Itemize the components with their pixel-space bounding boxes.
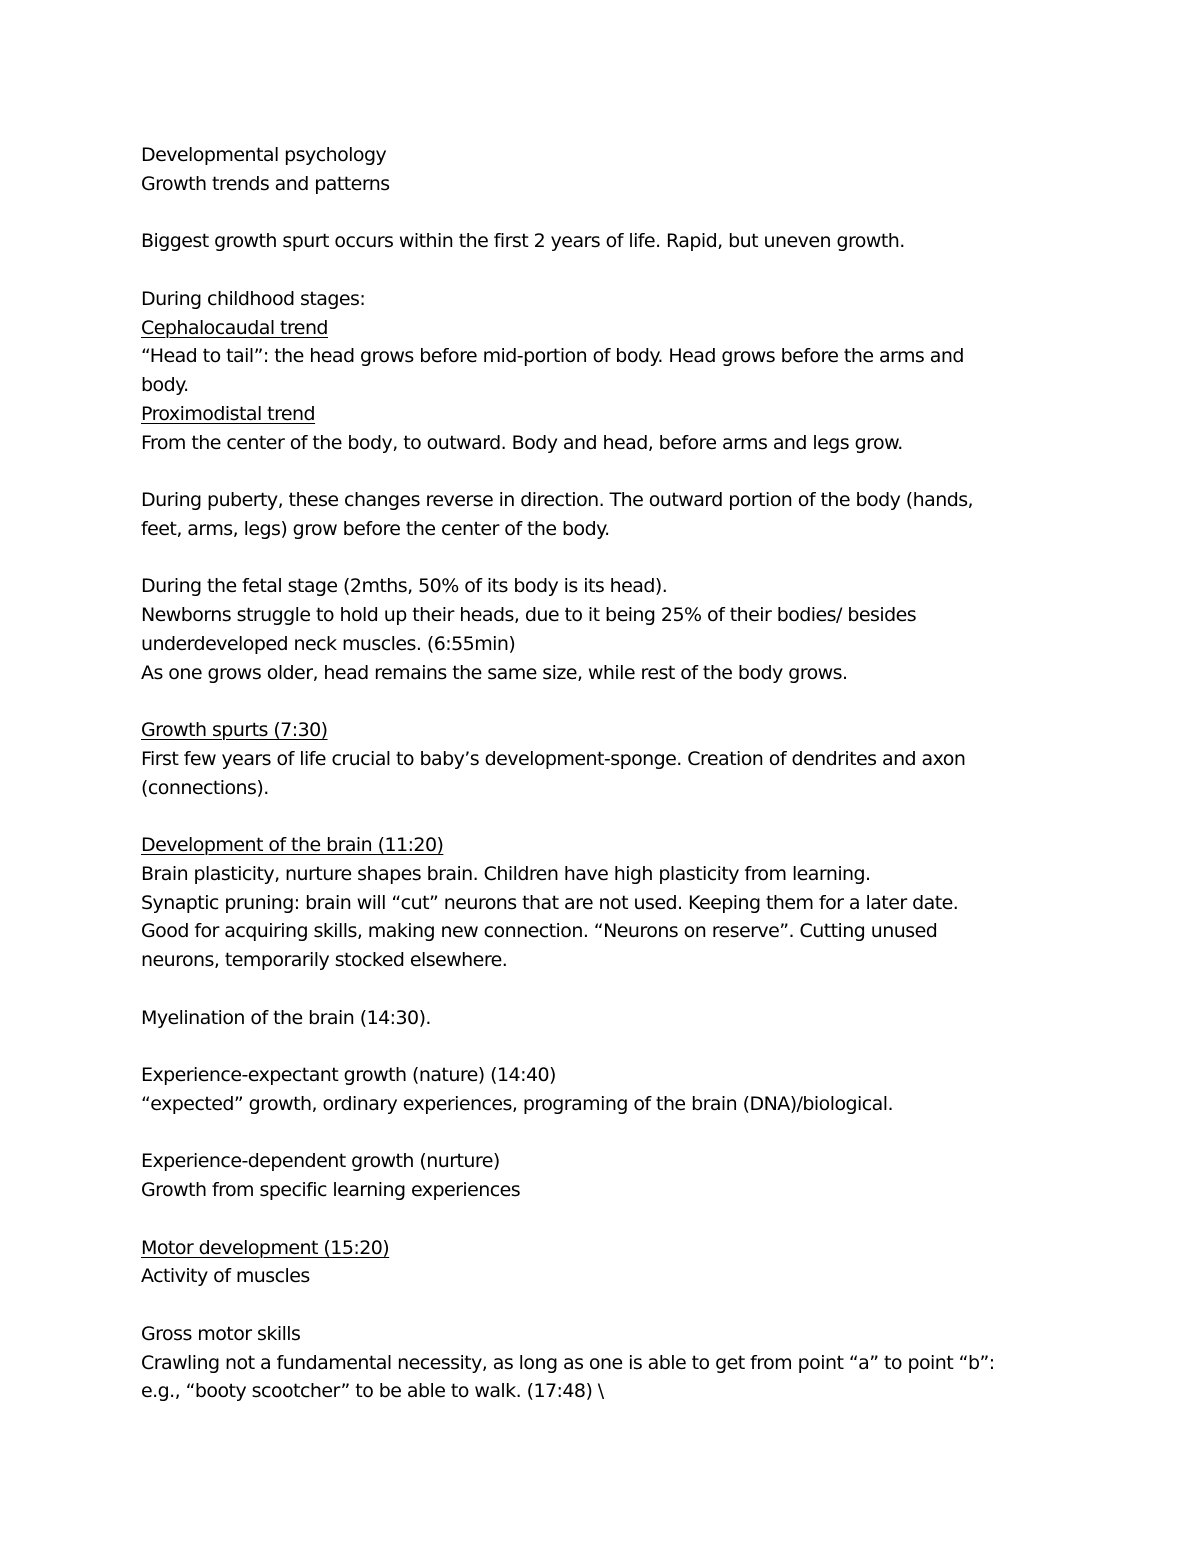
fetal-text-2: Newborns struggle to hold up their heads, due to it being 25% of their bodies/ besides	[141, 604, 917, 626]
blank-line	[141, 1205, 1061, 1234]
puberty-text-1: During puberty, these changes reverse in direction. The outward portion of the body (hands,	[141, 489, 974, 511]
heading-growth-spurts: Growth spurts (7:30)	[141, 719, 328, 741]
proximodistal-text-1: From the center of the body, to outward. Body and head, before arms and legs grow.	[141, 431, 903, 454]
puberty-text-2: feet, arms, legs) grow before the center of the body.	[141, 517, 610, 540]
blank-line	[141, 544, 1061, 573]
blank-line	[141, 1291, 1061, 1320]
experience-dependent-text-1: Growth from specific learning experiences	[141, 1179, 521, 1201]
blank-line	[141, 1119, 1061, 1148]
heading-experience-expectant: Experience-expectant growth (nature) (14:40)	[141, 1064, 556, 1086]
blank-line	[141, 687, 1061, 716]
fetal-text-1: During the fetal stage (2mths, 50% of its body is its head).	[141, 575, 668, 598]
experience-expectant-text-1: “expected” growth, ordinary experiences, programing of the brain (DNA)/biological.	[141, 1092, 893, 1115]
brain-text-2: Synaptic pruning: brain will “cut” neurons that are not used. Keeping them for a later date.	[141, 891, 959, 914]
document-page	[141, 141, 1061, 1406]
blank-line	[141, 802, 1061, 831]
gross-motor-text-2: e.g., “booty scootcher” to be able to walk. (17:48) \	[141, 1380, 604, 1403]
brain-text-4: neurons, temporarily stocked elsewhere.	[141, 949, 508, 971]
motor-text-1: Activity of muscles	[141, 1265, 310, 1288]
heading-proximodistal: Proximodistal trend	[141, 402, 316, 425]
blank-line	[141, 256, 1061, 285]
brain-text-1: Brain plasticity, nurture shapes brain. Children have high plasticity from learning.	[141, 862, 871, 885]
cephalocaudal-text-2: body.	[141, 374, 189, 396]
cephalocaudal-text-1: “Head to tail”: the head grows before mid-portion of body. Head grows before the arms and	[141, 345, 964, 368]
blank-line	[141, 199, 1061, 228]
gross-motor-text-1: Crawling not a fundamental necessity, as long as one is able to get from point “a” to point “b”:	[141, 1351, 995, 1374]
document-title: Developmental psychology	[141, 144, 387, 166]
growth-spurts-text-1: First few years of life crucial to baby’s development-sponge. Creation of dendrites and axon	[141, 747, 966, 770]
document-subtitle: Growth trends and patterns	[141, 172, 390, 195]
heading-brain-development: Development of the brain (11:20)	[141, 834, 444, 856]
fetal-text-3: underdeveloped neck muscles. (6:55min)	[141, 632, 516, 655]
growth-spurts-text-2: (connections).	[141, 776, 269, 799]
brain-text-3: Good for acquiring skills, making new connection. “Neurons on reserve”. Cutting unused	[141, 920, 938, 943]
fetal-text-4: As one grows older, head remains the same size, while rest of the body grows.	[141, 661, 848, 684]
blank-line	[141, 457, 1061, 486]
heading-cephalocaudal: Cephalocaudal trend	[141, 316, 328, 339]
heading-motor-development: Motor development (15:20)	[141, 1236, 390, 1259]
heading-gross-motor-skills: Gross motor skills	[141, 1322, 301, 1345]
paragraph-growth-spurt: Biggest growth spurt occurs within the first 2 years of life. Rapid, but uneven growth.	[141, 230, 905, 253]
blank-line	[141, 975, 1061, 1004]
blank-line	[141, 1032, 1061, 1061]
childhood-intro: During childhood stages:	[141, 287, 366, 310]
heading-experience-dependent: Experience-dependent growth (nurture)	[141, 1150, 500, 1173]
myelination-text: Myelination of the brain (14:30).	[141, 1006, 431, 1029]
